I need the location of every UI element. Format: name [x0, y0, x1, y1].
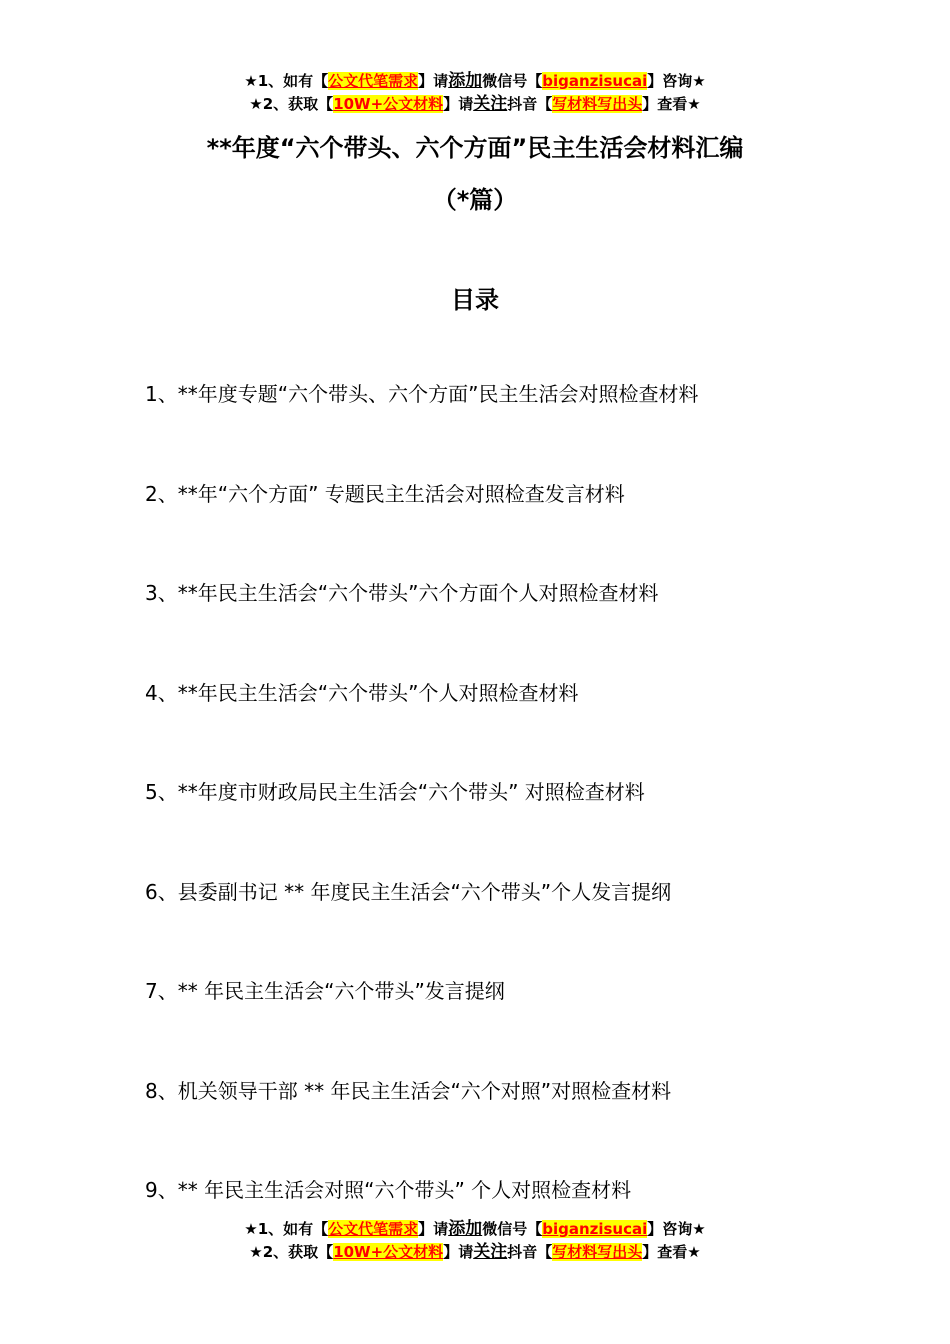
banner-douyin-id: 写材料写出头 — [552, 1243, 643, 1261]
toc-heading: 目录 — [451, 286, 499, 314]
toc-item: 5、**年度市财政局民主生活会“六个带头” 对照检查材料 — [145, 780, 645, 804]
banner-douyin-id: 写材料写出头 — [552, 95, 643, 113]
banner-wechat-id: biganzisucai — [542, 72, 648, 90]
header-banner — [0, 70, 950, 116]
banner-line-1: ★1、如有【公文代笔需求】请添加微信号【biganzisucai】咨询★ — [244, 71, 706, 91]
banner-highlight: 公文代笔需求 — [328, 72, 419, 90]
table-of-contents — [145, 378, 925, 1274]
banner-line-1: ★1、如有【公文代笔需求】请添加微信号【biganzisucai】咨询★ — [244, 1219, 706, 1239]
document-subtitle: （*篇） — [432, 186, 518, 214]
toc-item: 3、**年民主生活会“六个带头”六个方面个人对照检查材料 — [145, 581, 659, 605]
toc-item: 1、**年度专题“六个带头、六个方面”民主生活会对照检查材料 — [145, 382, 699, 406]
toc-item: 2、**年“六个方面” 专题民主生活会对照检查发言材料 — [145, 481, 625, 506]
banner-line-2: ★2、获取【10W+公文材料】请关注抖音【写材料写出头】查看★ — [249, 1242, 701, 1262]
banner-line-2: ★2、获取【10W+公文材料】请关注抖音【写材料写出头】查看★ — [249, 94, 701, 114]
banner-wechat-id: biganzisucai — [542, 1220, 648, 1238]
toc-item: 9、** 年民主生活会对照“六个带头” 个人对照检查材料 — [145, 1178, 632, 1202]
toc-item: 8、机关领导干部 ** 年民主生活会“六个对照”对照检查材料 — [145, 1078, 672, 1103]
toc-item: 4、**年民主生活会“六个带头”个人对照检查材料 — [145, 680, 579, 705]
banner-highlight: 公文代笔需求 — [328, 1220, 419, 1238]
document-title: **年度“六个带头、六个方面”民主生活会材料汇编 — [206, 134, 744, 162]
banner-highlight: 10W+公文材料 — [333, 95, 444, 113]
footer-banner — [0, 1218, 950, 1264]
toc-item: 6、县委副书记 ** 年度民主生活会“六个带头”个人发言提纲 — [145, 879, 672, 904]
toc-item: 7、** 年民主生活会“六个带头”发言提纲 — [145, 979, 505, 1003]
banner-highlight: 10W+公文材料 — [333, 1243, 444, 1261]
